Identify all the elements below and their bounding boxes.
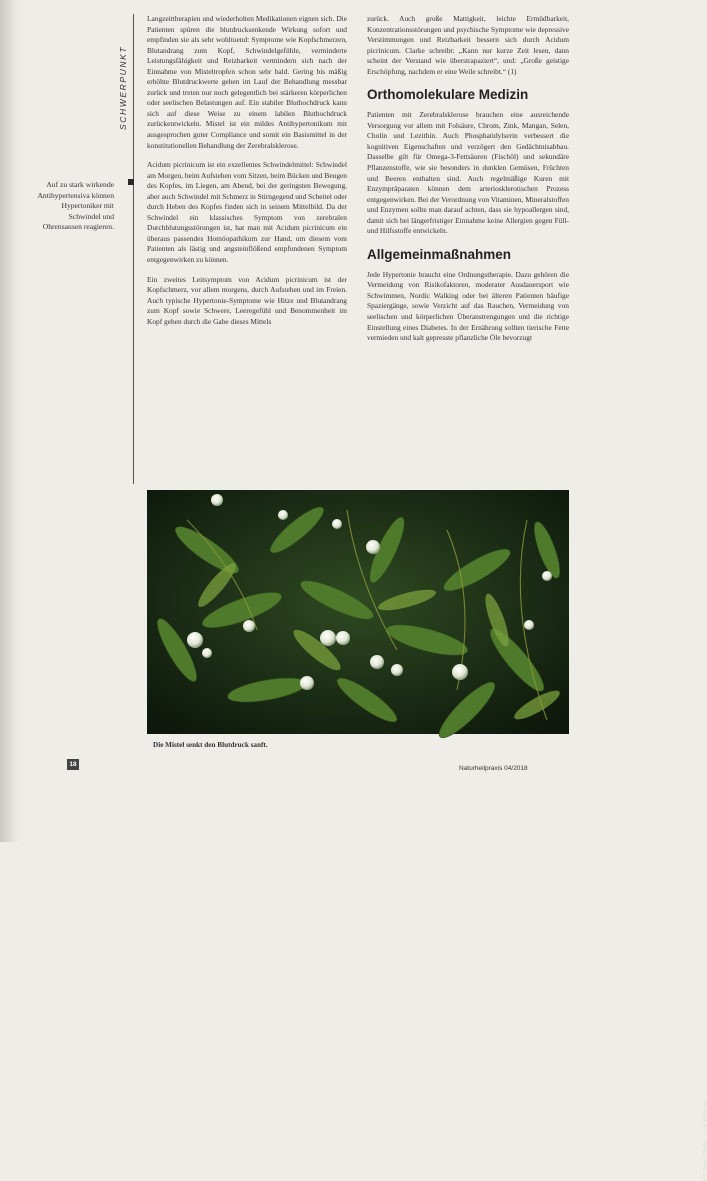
section-label: SCHWERPUNKT — [118, 45, 128, 130]
margin-note-marker — [128, 179, 134, 185]
photo-credit: Foto: Anna Schreiber – stock.adobe.com — [702, 1100, 707, 1181]
paragraph: Patienten mit Zerebralsklerose brauchen eine ausreichende Versorgung vor allem mit Folsäure, Chrom, Zink, Mangan, Selen, Cholin und Lezithin. Auch Phosphatidylserin verbessert die kognitiven Eigenschaften und verzögert den Gedächtnisabbau. Dasselbe gilt für Omega-3-Fettsäuren (Fischöl) und sekundäre Pflanzenstoffe, wie sie besonders in dunklen Gemüsen, Früchten und Beeren enthalten sind. Auch regelmäßige Kuren mit Enzympräparaten können dem arteriosklerotischen Prozess entgegenwirken. Bei der Verordnung von Vitaminen, Mineralstoffen und Enzymen sollte man darauf achten, dass sie hypoallergen sind, damit sich bei längerfristiger Einnahme keine Allergien gegen Füll- und Hilfsstoffe entwickeln. — [367, 110, 569, 236]
section-heading: Allgemeinmaßnahmen — [367, 246, 512, 262]
photo-caption: Die Mistel senkt den Blutdruck sanft. — [153, 741, 268, 749]
section-divider-line — [133, 14, 134, 484]
paragraph: zurück. Auch große Mattigkeit, leichte Ermüdbarkeit, Konzentrationsstörungen und psychische Symptome wie depressive Verstimmungen und Reizbarkeit bessern sich durch Acidum picrinicum. Clarke schreibt: „Kann nur kurze Zeit lesen, dann scheint der Verstand wie überstrapaziert“, und: „Große geistige Erschöpfung, nachdem er eine Weile schreibt.“ (1) — [367, 14, 569, 76]
paragraph: Langzeittherapien und wiederholten Medikationen eignen sich. Die Patienten spüren die blutdrucksenkende Wirkung sofort und empfinden sie als sehr wohltuend: Symptome wie Kopfschmerzen, Blutandrang zum Kopf, Schwindelgefühle, verminderte Leistungsfähigkeit und Reizbarkeit vermindern sich nach der Einnahme von Misteltropfen schon sehr bald. Gering bis mäßig erhöhte Blutdruckwerte gehen im Lauf der Behandlung messbar zurück und treten nur noch gelegentlich bei stärkeren körperlichen oder seelischen Belastungen auf. Ein stabiler Bluthochdruck kann sich auf diese Weise zu einem labilen Bluthochdruck zurückentwickeln. Mistel ist ein mildes Antihypertonikum mit ausgesprochen guter Compliance und somit ein Basismittel in der konstitutionellen Behandlung der Zerebralsklerose. — [147, 14, 347, 150]
margin-note: Auf zu stark wirkende Antihypertensiva können Hypertoniker mit Schwindel und Ohrensausen reagieren. — [37, 180, 114, 232]
paragraph: Acidum picrinicum ist ein exzellentes Schwindelmittel: Schwindel am Morgen, beim Aufstehen vom Sitzen, beim Bücken und Beugen des Kopfes, im Liegen, am Abend, bei der geringsten Bewegung, aber auch Schwindel mit Schmerz in Stirngegend und Scheitel oder durch Heben des Kopfes finden sich in seinem Mittelbild. Da der Schwindel ein klassisches Symptom von zerebralen Durchblutungsstörungen ist, hat man mit Acidum picrinicum ein überaus passendes Homöopathikum zur Hand, um diesem vom Patienten als lästig und angsteinflößend empfundenen Symptom entgegenwirken zu können. — [147, 160, 347, 265]
paragraph: Ein zweites Leitsymptom von Acidum picrinicum ist der Kopfschmerz, vor allem morgens, durch Aufstehen und im Freien. Auch typische Hypertonie-Symptome wie Hitze und Blutandrang zum Kopf sowie Schwere, Leeregefühl und Benommenheit im Kopf gehen durch die Gabe dieses Mittels — [147, 274, 347, 326]
mistletoe-illustration — [147, 490, 569, 734]
text-column-left — [147, 14, 347, 336]
paragraph: Jede Hypertonie braucht eine Ordnungstherapie. Dazu gehören die Vermeidung von Risikofaktoren, moderater Ausdauersport wie Schwimmen, Nordic Walking oder bei älteren Patienten häufige Spaziergänge, sowie Verzicht auf das Rauchen, Vermeidung von seelischen und körperlichen Überanstrengungen und die richtige Einstellung eines Diabetes. In der Ernährung sollten tierische Fette vermieden und kalt gepresste pflanzliche Öle bevorzugt — [367, 269, 569, 343]
footer-publication: Naturheilpraxis 04/2018 — [459, 765, 528, 772]
page-fold-shadow — [0, 0, 22, 842]
page-number: 18 — [67, 759, 79, 770]
section-heading: Orthomolekulare Medizin — [367, 87, 529, 103]
text-column-right — [367, 14, 569, 353]
